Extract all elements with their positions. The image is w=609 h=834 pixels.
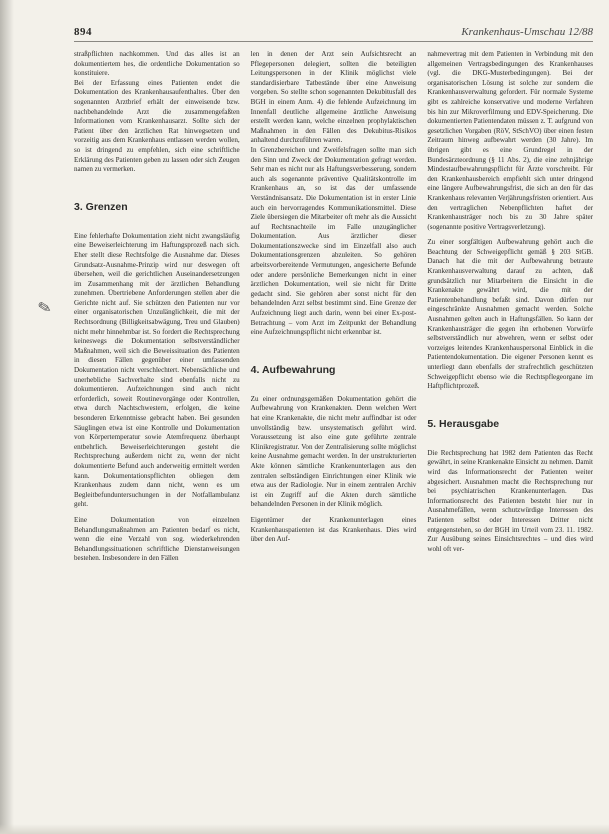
paragraph: Eigentümer der Krankenunterlagen eines Krankenhauspatienten ist das Krankenhaus. Dies wird über den Auf- [250, 515, 417, 544]
paragraph: Zu einer ordnungsgemäßen Dokumentation gehört die Aufbewahrung von Krankenakten. Denn welchen Wert hat eine Krankenakte, die nicht mehr auffindbar ist oder unvollständig bzw. unsystematisch geführt wird. Voraussetzung ist also eine gute geführte zentrale Klinikregistratur. Von der Zentralisierung sollte möglichst keine Ausnahme gemacht werden. In der unstrukturierten Akte können sämtliche Krankenunterlagen aus den zentralen selbständigen Einrichtungen einer Klinik wie etwa aus der Radiologie. Nur in einem zentralen Archiv ist ein Zugriff auf die Akten durch sämtliche behandelnden Personen in der Klinik möglich. [250, 394, 417, 509]
page-number: 894 [74, 26, 92, 38]
page-header [74, 26, 593, 42]
paragraph: nahmevertrag mit dem Patienten in Verbindung mit den allgemeinen Vertragsbedingungen des Krankenhauses (vgl. die DKG-Musterbedingungen). Bei der organisatorischen Lösung ist solche zur sondern die Krankenhausverwaltung gefordert. Für normale Systeme gibt es zahlreiche konservative und moderne Verfahren bis hin zur Mikroverfilmung und EDV-Speicherung. Die dokumentierten Patientendaten müssen z. T. aufgrund von gesetzlichen Vorgaben (RöV, StSchVO) über einen festen Zeitraum hinweg aufbewahrt werden (30 Jahre). Im übrigen gibt es eine Grundregel in der Bundesärzteordnung (§ 11 Abs. 2), die eine zehnjährige Mindestaufbewahrungspflicht für Ärzte vorschreibt. Für den Krankenhausbereich empfiehlt sich unter dringend eine längere Aufbewahrungsfrist, die sich an den für das Krankenhaus relevanten Verjährungsfristen orientiert. Aus den vertraglichen Nebenpflichten haftet der Krankenhausträger noch bis zu 30 Jahre später (sogenannte positive Vertragsverletzung). [427, 50, 594, 231]
paragraph: In Grenzbereichen und Zweifelsfragen sollte man sich den Sinn und Zweck der Dokumentation gefragt werden. Sehr man es nicht nur als Haftungsverbesserung, sondern auch als sogenannte präventive Qualitätskontrolle im Krankenhaus an, so ist das der umfassende Verständnisansatz. Die Dokumentation ist in erster Linie auch ein hervorragendes Kommunikationsmittel. Diese Ziele übersiegen die Mitarbeiter oft mehr als die Aussicht auf Rechtsnachteile im Falle unzugänglicher Dokumentation. Aus ärztlicher dieser Dokumentationszwecke sind im Einzelfall also auch Dokumentationsgrenzen abzuleiten. So gehören arbeitsvorbereitende Vermutungen, angesicherte Befunde oder andere persönliche Bemerkungen nicht in einer ärztlichen Dokumentation, weil sie nicht für Dritte gedacht sind. Sie gehören aber sonst nicht für den behandelnden Arzt selbst bestimmt sind. Eine Grenze der Aufzeichnung liegt auch darin, wenn bei einer Ex-post-Betrachtung – vom Arzt im Zeitpunkt der Behandlung eine Aufzeichnungspflicht nicht erkennbar ist. [250, 145, 417, 337]
paragraph: straßpflichten nachkommen. Und das alles ist an dokumentiertem hes, die ordentliche Dokumentation so konstituiere. [74, 50, 240, 78]
scan-bottom-edge [0, 824, 609, 834]
section-heading-grenzen: 3. Grenzen [74, 200, 128, 213]
section-heading-herausgabe: 5. Herausgabe [427, 417, 500, 430]
paragraph: Zu einer sorgfältigen Aufbewahrung gehört auch die Beachtung der Schweigepflicht gemäß § 203 StGB. Danach hat die mit der Aufbewahrung betraute Krankenhausverwaltung darauf zu achten, daß grundsätzlich nur Mitarbeitern die Einsicht in die Krankenakte gewährt wird, die mit der Patientenbehandlung befaßt sind. Davon dürfen nur eingeschränkte Ausnahmen gemacht werden. Solche Ausnahmen gelten auch in Haftungsfällen. So kann der Krankenhausträger die gegen ihn erhobenen Vorwürfe selbstverständlich nur abwehren, wenn er selbst oder vorzeiges leitendes Krankenhauspersonal Einblick in die Patientendokumentation. Die eigener Personen kennt es unterliegt dann ebenfalls der strafrechtlich geschützten Schweigepflicht ebenso wie die Rechtspflegeorgane im Haftpflichtprozeß. [427, 238, 594, 391]
paragraph: Eine fehlerhafte Dokumentation zieht nicht zwangsläufig eine Beweiserleichterung im Haftungsprozeß nach sich. Eher stellt diese Rechtsfolge die Ausnahme dar. Dieses Grundsatz-Ausnahme-Prinzip wird nur deswegen oft übersehen, weil die gerichtlichen Auseinandersetzungen im Zusammenhang mit der ärztlichen Behandlung zunehmen. Übertriebene Anforderungen stellen aber die Gerichte nicht auf. Sie schützen den Patienten nur vor einer organisatorischen Unzulänglichkeit, die mit der Rechtsordnung (Billigkeitsabwägung, Treu und Glauben) nicht mehr hinnehmbar ist. So fordert die Rechtsprechung keineswegs die Dokumentation selbstverständlicher Maßnahmen, weil sich die Beweissituation des Patienten in diesen Fällen gegenüber einer umfassenden Dokumentation nicht verschlechtert. Nebensächliche und unerhebliche Sachverhalte sind ebenfalls nicht zu dokumentieren. Aufzeichnungen sind auch nicht erforderlich, soweit Routinevorgänge oder Kontrollen, etwa durch Nachtschwestern, erfolgen, die keine besonderen Erkenntnisse gebracht haben. Bei gesunden Säuglingen etwa ist eine Kontrolle und Dokumentation von Körpertemperatur sowie Atemfrequenz überhaupt entbehrlich. Beweiserleichterungen gesteht die Rechtsprechung außerdem nicht zu, wenn der nicht dokumentierte Befund auch anderweitig ermittelt werden kann. Dokumentationspflichten obliegen dem Krankenhaus zudem dann nicht, wenn es um Begleitbefunduntersuchungen in der Notfallambulanz geht. [74, 231, 240, 509]
column-1 [74, 50, 240, 564]
paragraph: Eine Dokumentation von einzelnen Behandlungsmaßnahmen am Patienten bedarf es nicht, wenn die eine Verzahl von sog. wiederkehrenden Behandlungssituationen schriftliche Dienstanweisungen bestehen. Insbesondere in den Fällen [74, 515, 240, 563]
journal-title: Krankenhaus-Umschau 12/88 [461, 26, 593, 38]
text-columns [74, 50, 593, 564]
margin-annotation: ✎ [36, 298, 54, 319]
column-2 [251, 50, 417, 564]
page-edge-shadow [0, 0, 14, 834]
column-3 [427, 50, 593, 564]
paragraph: Die Rechtsprechung hat 1982 dem Patienten das Recht gewährt, in seine Krankenakte Einsicht zu nehmen. Damit wird das Informationsrecht der Patienten weiter abgesichert. Ausnahmen macht die Rechtsprechung nur bei psychiatrischen Krankenunterlagen. Das Informationsrecht des Patienten besteht hier nur in Ausnahmefällen, wenn schutzwürdige Interessen des Patienten selbst oder Interessen Dritter nicht entgegenstehen, so der BGH im Urteil vom 23. 11. 1982. Zur Ausübung seines Einsichtsrechtes – und dies wird wohl oft ver- [427, 448, 594, 553]
paragraph: len in denen der Arzt sein Aufsichtsrecht an Pflegepersonen delegiert, sollten die beteiligten Leitungspersonen in der Klinik möglichst viele standardisierbare Tatbestände über eine Anweisung vorgeben. So stellte schon sogenannten Dekubitusfall des BGH in einem Anm. 4) die fehlende Aufzeichnung im Innenfall deutliche allgemeine ärztliche Anweisung erstellt werden kann, welche einzelnen prophylaktischen Maßnahmen in den Fällen des Dekubitus-Risikos anhaltend durchzuführen waren. [250, 50, 417, 145]
section-heading-aufbewahrung: 4. Aufbewahrung [250, 363, 336, 376]
paragraph: Bei der Erfassung eines Patienten endet die Dokumentation des Krankenhausaufenthaltes. Über den sogenannten Arztbrief erhält der einweisende bzw. nachbehandelnde Arzt die zusammengefaßten Informationen vom Krankenhausarzt. Sollte sich der Patient über den ärztlichen Rat hinwegsetzen und vorzeitig aus dem Krankenhaus entlassen werden wollen, so ist dringend zu empfehlen, sich eine schriftliche Erklärung des Patienten geben zu lassen oder sich Zeugen namen zu vermerken. [74, 78, 240, 174]
